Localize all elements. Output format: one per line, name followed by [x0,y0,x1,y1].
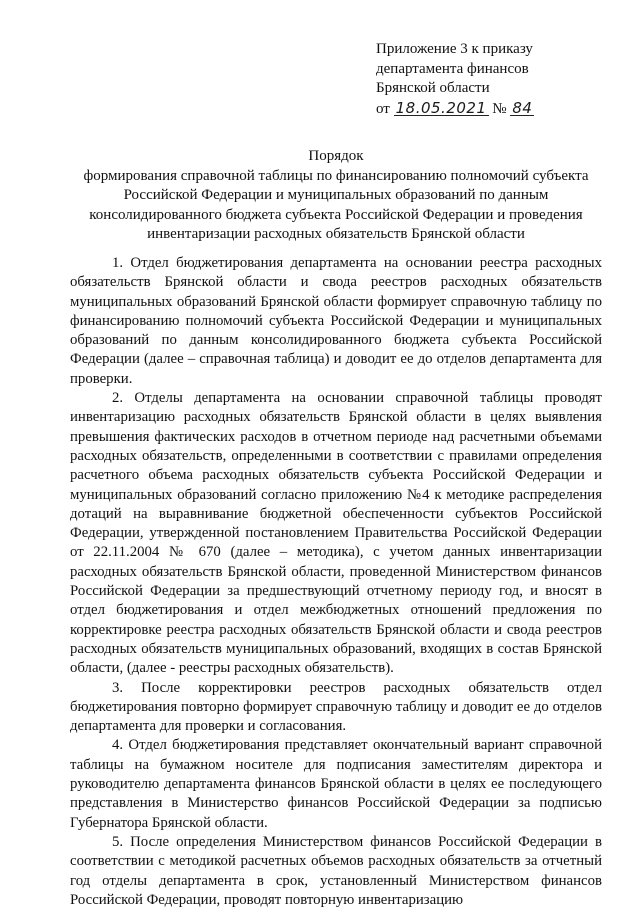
approval-line-2: департамента финансов [376,60,529,77]
approval-line-1: Приложение 3 к приказу [376,41,533,57]
number-prefix: № [492,100,507,117]
handwritten-number: 84 [512,98,533,117]
title-line-2: Российской Федерации и муниципальных образований по данным [123,187,549,203]
document-body [70,254,602,910]
title-line-1: формирования справочной таблицы по финансированию полномочий субъекта [83,167,589,184]
title-line-4: инвентаризации расходных обязательств Брянской области [147,226,525,242]
paragraph-1: 1. Отдел бюджетирования департамента на основании реестра расходных обязательств Брянской области и свода реестров расходных обязательств муниципальных образований Брянской области формирует справочную таблицу по финансированию полномочий субъекта Российской Федерации и муниципальных образований по данным консолидированного бюджета субъекта Российской Федерации (далее – справочная таблица) и доводит ее до отделов департамента для проверки. [70,255,602,387]
title-heading: Порядок [308,148,364,164]
paragraph-4: 4. Отдел бюджетирования представляет окончательный вариант справочной таблицы на бумажном носителе для подписания заместителям директора и руководителю департамента финансов Брянской области в целях ее последующего представления в Министерство финансов Российской Федерации за подписью Губернатора Брянской области. [70,737,602,831]
paragraph-2: 2. Отделы департамента на основании справочной таблицы проводят инвентаризацию расходных обязательств Брянской области в целях выявления превышения фактических расходов в отчетном периоде над расчетными объемами расходных обязательств, определенными в соответствии с правилами определения расчетного объема расходных обязательств субъекта Российской Федерации и муниципальных образований согласно приложению №4 к методике распределения дотаций на выравнивание бюджетной обеспеченности субъектов Российской Федерации, утвержденной постановлением Правительства Российской Федерации от 22.11.2004 № 670 (далее – методика), с учетом данных инвентаризации расходных обязательств Брянской области, проведенной Министерством финансов Российской Федерации за предшествующий отчетному периоду год, и вносят в отдел бюджетирования и отдел межбюджетных отношений предложения по корректировке реестра расходных обязательств Брянской области и свода реестров расходных обязательств муниципальных образований, входящих в состав Брянской области, (далее - реестры расходных обязательств). [70,390,602,677]
approval-line-3: Брянской области [376,80,490,96]
handwritten-date: 18.05.2021 [395,98,487,117]
date-prefix: от [376,100,390,117]
title-line-3: консолидированного бюджета субъекта Российской Федерации и проведения [89,206,583,223]
paragraph-3: 3. После корректировки реестров расходных обязательств отдел бюджетирования повторно формирует справочную таблицу и доводит ее до отделов департамента для проверки и согласования. [70,679,602,735]
paragraph-5: 5. После определения Министерством финансов Российской Федерации в соответствии с методикой расчетных объемов расходных обязательств за отчетный год отделы департамента в срок, установленный Министерством финансов Российской Федерации, проводят повторную инвентаризацию [70,833,602,908]
document-title [40,147,632,245]
approval-stamp-block [376,40,616,119]
approval-date-line [376,99,616,120]
